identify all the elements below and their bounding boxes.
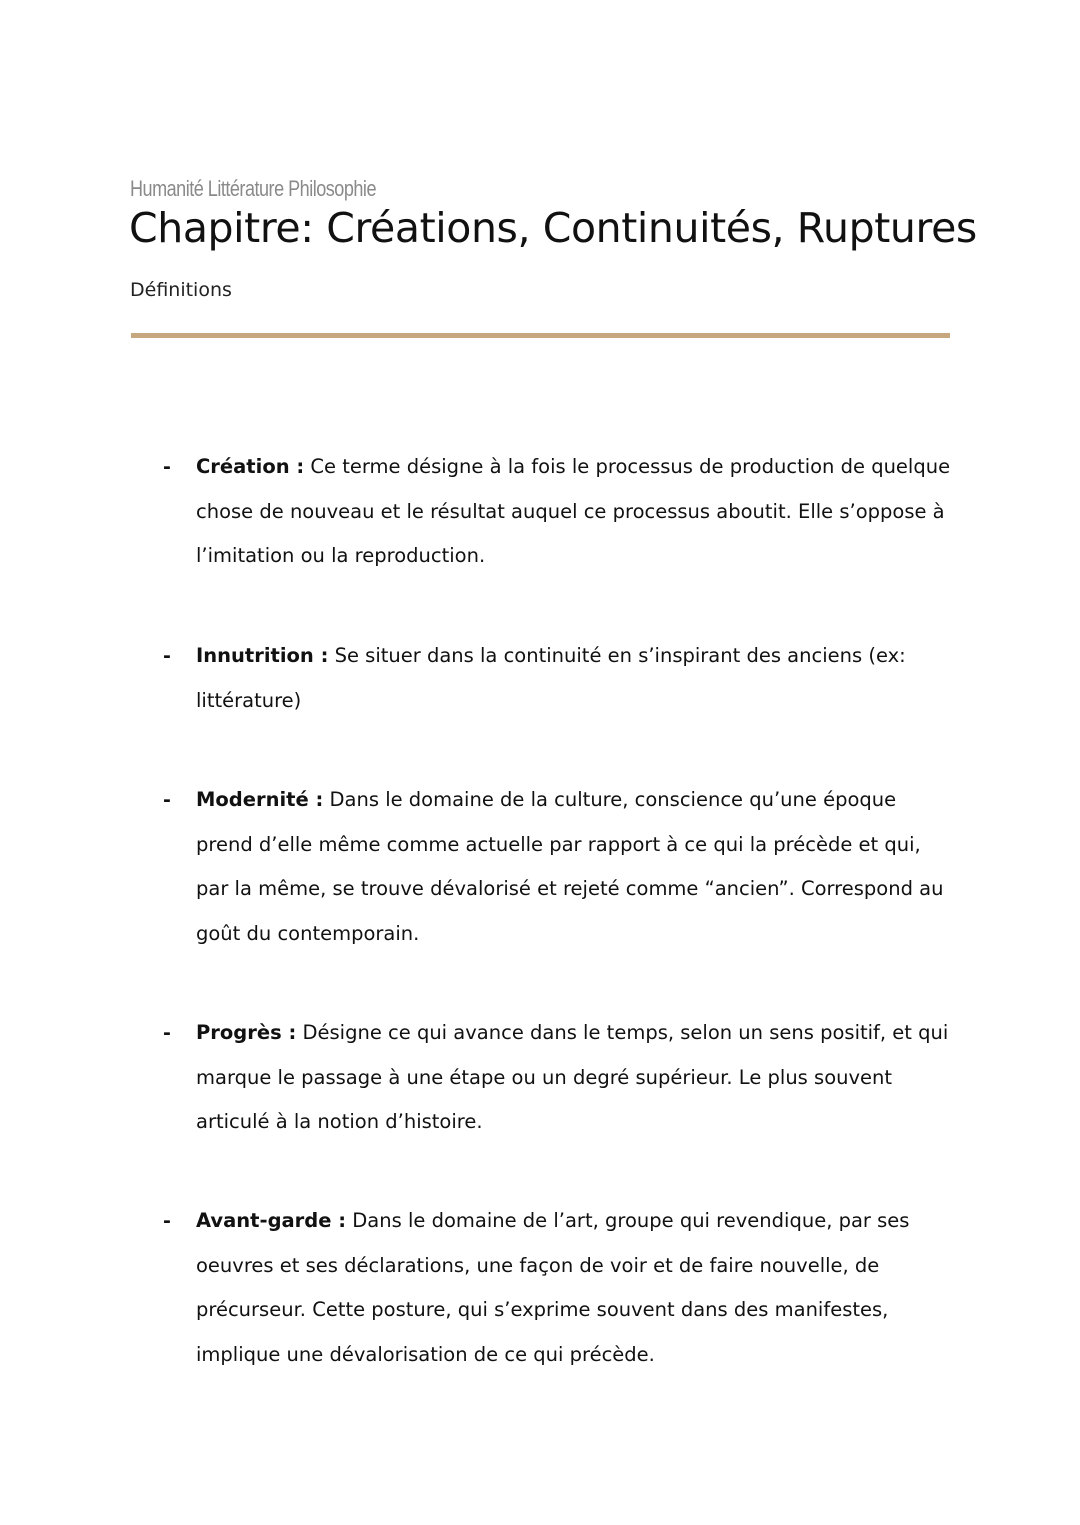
definition-term: Innutrition :: [196, 644, 329, 667]
bullet: -: [163, 1022, 171, 1044]
definition-body: [196, 634, 956, 723]
section-heading: Définitions: [130, 279, 232, 301]
definition-text: Ce terme désigne à la fois le processus de production de quelque chose de nouveau et le résultat auquel ce processus aboutit. Elle s’oppose à l’imitation ou la reproduction.: [196, 455, 951, 567]
definition-text: Désigne ce qui avance dans le temps, selon un sens positif, et qui marque le passage à une étape ou un degré supérieur. Le plus souvent articulé à la notion d’histoire.: [196, 1021, 949, 1133]
bullet: -: [163, 456, 171, 478]
bullet: -: [163, 789, 171, 811]
definition-term: Avant-garde :: [196, 1209, 347, 1232]
definition-body: [196, 445, 956, 579]
definition-text: Se situer dans la continuité en s’inspirant des anciens (ex: littérature): [196, 644, 906, 712]
definition-body: [196, 1199, 956, 1377]
definition-term: Progrès :: [196, 1021, 297, 1044]
bullet: -: [163, 645, 171, 667]
subject-label: Humanité Littérature Philosophie: [130, 176, 376, 201]
definition-body: [196, 778, 956, 956]
definition-term: Modernité :: [196, 788, 324, 811]
definition-text: Dans le domaine de l’art, groupe qui revendique, par ses oeuvres et ses déclarations, une façon de voir et de faire nouvelle, de précurseur. Cette posture, qui s’exprime souvent dans des manifestes, implique une dévalorisation de ce qui précède.: [196, 1209, 910, 1366]
bullet: -: [163, 1210, 171, 1232]
definition-text: Dans le domaine de la culture, conscience qu’une époque prend d’elle même comme actuelle par rapport à ce qui la précède et qui, par la même, se trouve dévalorisé et rejeté comme “ancien”. Correspond au goût du contemporain.: [196, 788, 944, 945]
divider: [131, 333, 950, 338]
definition-term: Création :: [196, 455, 305, 478]
page-title: Chapitre: Créations, Continuités, Ruptures: [129, 204, 977, 252]
definition-body: [196, 1011, 956, 1145]
